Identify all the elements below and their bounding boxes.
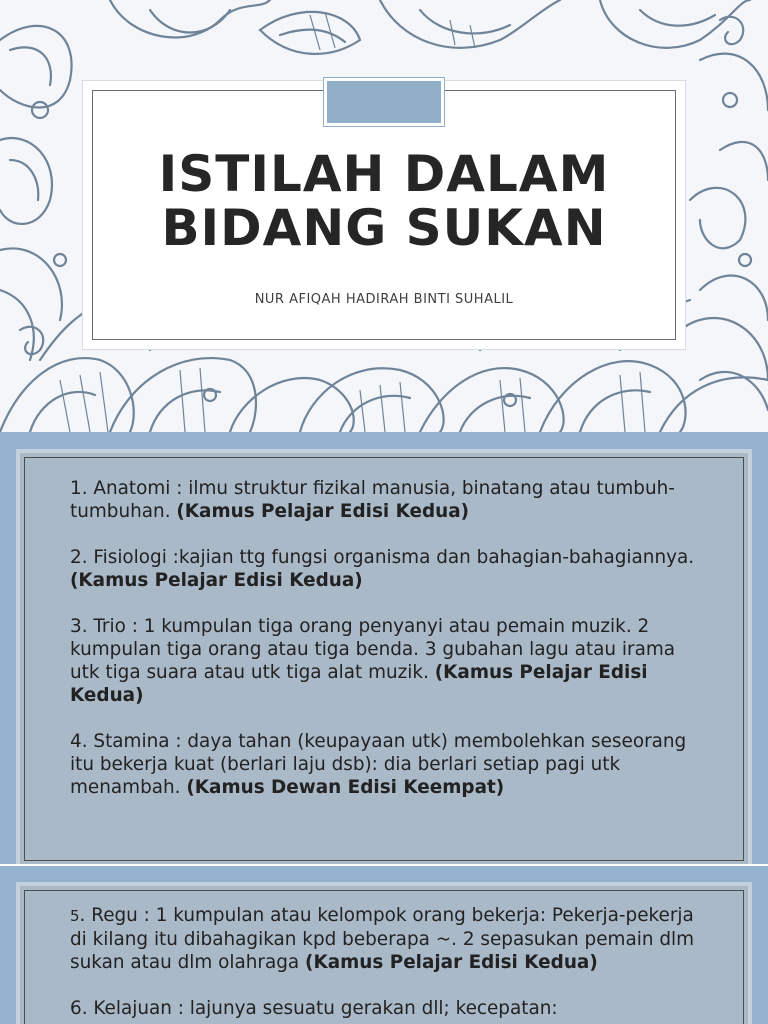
content-panel [16,882,752,1024]
title-accent-tab [324,78,444,126]
content-slide-1[interactable] [0,432,768,864]
definition-item: 3. Trio : 1 kumpulan tiga orang penyanyi atau pemain muzik. 2 kumpulan tiga orang atau tiga benda. 3 gubahan lagu atau irama utk tiga suara atau utk tiga alat muzik. (Kamus Pelajar Edisi Kedua) [70,616,676,706]
definition-list [70,904,696,1024]
definition-source: (Kamus Pelajar Edisi Kedua) [70,570,363,591]
definition-source: (Kamus Pelajar Edisi Kedua) [305,952,598,973]
definition-item: 4. Stamina : daya tahan (keupayaan utk) membolehkan seseorang itu bekerja kuat (berlari laju dsb): dia berlari setiap pagi utk menambah. (Kamus Dewan Edisi Keempat) [70,731,687,798]
slide-subtitle: NUR AFIQAH HADIRAH BINTI SUHALIL [254,292,514,307]
definition-item: 1. Anatomi : ilmu struktur fizikal manusia, binatang atau tumbuh-tumbuhan. (Kamus Pelajar Edisi Kedua) [70,478,675,522]
slide-title [83,147,685,255]
definition-source: (Kamus Dewan Edisi Keempat) [186,777,505,798]
definition-source: (Kamus Pelajar Edisi Kedua) [176,501,470,522]
title-slide[interactable] [0,0,768,432]
content-slide-2[interactable] [0,866,768,1024]
definition-item: 2. Fisiologi :kajian ttg fungsi organisma dan bahagian-bahagiannya. (Kamus Pelajar Edisi Kedua) [70,547,695,591]
content-panel [16,449,752,869]
definition-item: 6. Kelajuan : lajunya sesuatu gerakan dll; kecepatan: [70,998,558,1019]
definition-list [70,477,696,822]
title-card [82,80,686,350]
slide-title-line2: BIDANG SUKAN [161,199,607,257]
slide-title-line1: ISTILAH DALAM [158,145,610,203]
definition-source: (Kamus Pelajar Edisi Kedua) [70,662,648,706]
definition-item: 5. Regu : 1 kumpulan atau kelompok orang bekerja: Pekerja-pekerja di kilang itu dibahagikan kpd beberapa ~. 2 sepasukan pemain dlm sukan atau dlm olahraga (Kamus Pelajar Edisi Kedua) [70,905,695,973]
